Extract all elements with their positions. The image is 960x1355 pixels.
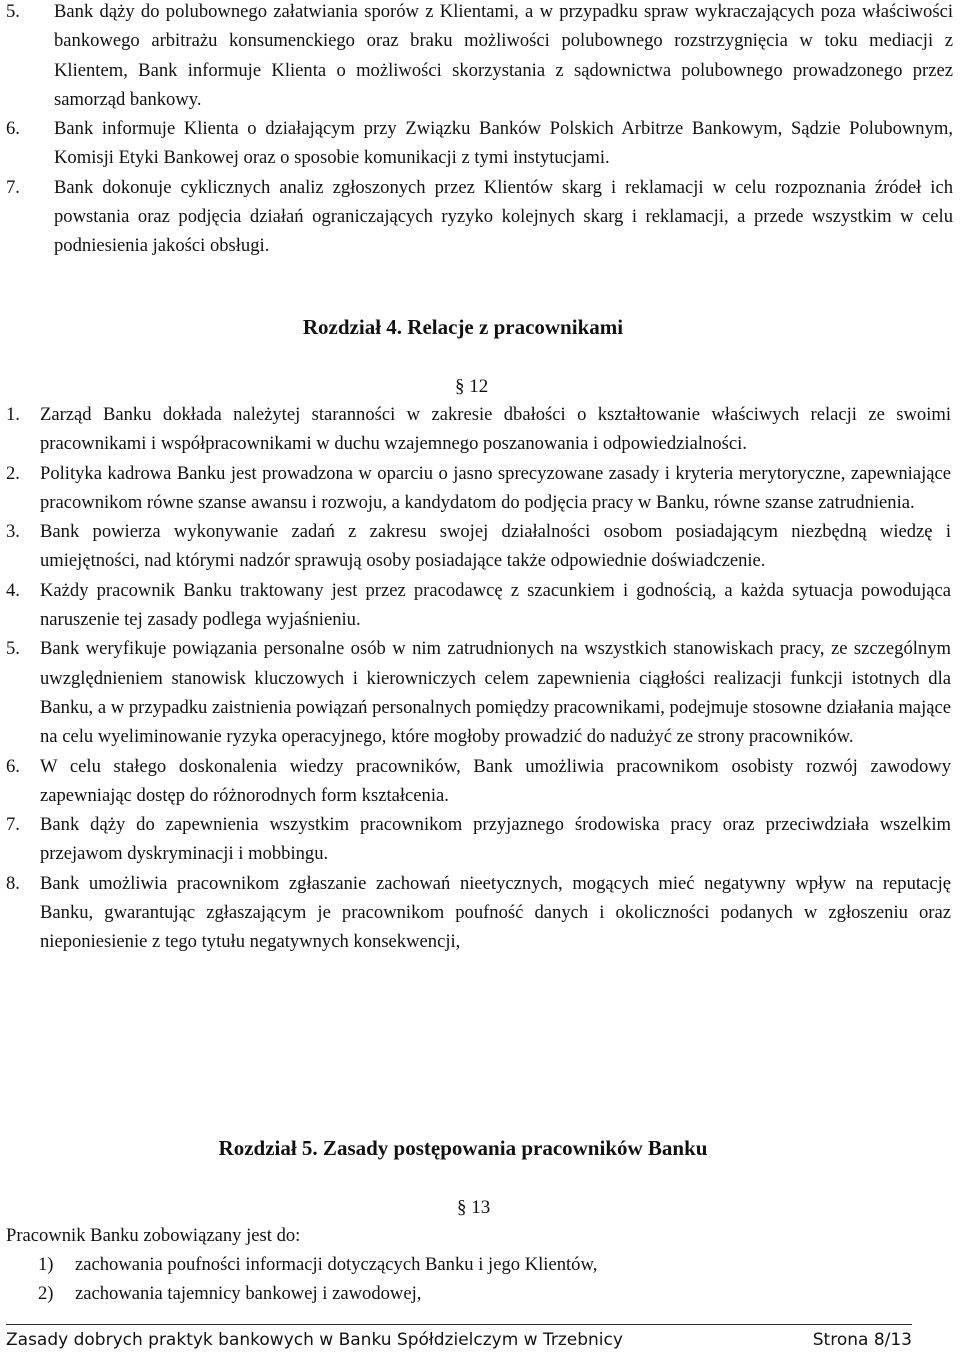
item-number: 4. bbox=[6, 579, 20, 601]
list-item bbox=[38, 1279, 918, 1308]
item-text: Bank weryfikuje powiązania personalne osób w nim zatrudnionych na wszystkich stanowiskach pracy, ze szczególnym uwzględnieniem stanowisk kluczowych i kierowniczych celem zapewnienia ciągłości realizacji funkcji istotnych dla Banku, a w przypadku zaistnienia powiązań personalnych pomiędzy pracownikami, podejmuje stosowne działania mające na celu wyeliminowanie ryzyka operacyjnego, które mogłoby prowadzić do nadużyć ze strony pracowników. bbox=[40, 638, 951, 748]
list-item bbox=[6, 517, 951, 576]
item-number: 6. bbox=[6, 118, 20, 140]
item-text: Bank powierza wykonywanie zadań z zakresu swojej działalności osobom posiadającym niezbędną wiedzę i umiejętności, nad którymi nadzór sprawują osoby posiadające także odpowiednie doświadczenie. bbox=[40, 521, 951, 572]
item-text: Zarząd Banku dokłada należytej staranności w zakresie dbałości o kształtowanie właściwych relacji ze swoimi pracownikami i współpracownikami w duchu wzajemnego poszanowania i odpowiedzialności. bbox=[40, 404, 951, 455]
item-text: Bank informuje Klienta o działającym przy Związku Banków Polskich Arbitrze Bankowym, Sądzie Polubownym, Komisji Etyki Bankowej oraz o sposobie komunikacji z tymi instytucjami. bbox=[54, 118, 953, 169]
item-number: 7. bbox=[6, 814, 20, 836]
item-number: 5. bbox=[6, 638, 20, 660]
list-item bbox=[6, 869, 951, 957]
list-item bbox=[6, 576, 951, 635]
item-text: Bank dąży do zapewnienia wszystkim pracownikom przyjaznego środowiska pracy oraz przeciwdziała wszelkim przejawom dyskryminacji i mobbingu. bbox=[40, 814, 951, 865]
list-item bbox=[6, 0, 953, 114]
numbered-list-chapter-4 bbox=[6, 400, 951, 957]
item-text: Bank dąży do polubownego załatwiania sporów z Klientami, a w przypadku spraw wykraczających poza właściwości bankowego arbitrażu konsumenckiego oraz braku możliwości polubownego rozstrzygnięcia w toku mediacji z Klientem, Bank informuje Klienta o możliwości skorzystania z sądownictwa polubownego prowadzonego przez samorząd bankowy. bbox=[54, 1, 953, 110]
list-item bbox=[6, 810, 951, 869]
item-number: 2) bbox=[38, 1283, 54, 1305]
list-item bbox=[6, 400, 951, 459]
paragraph-12-marker: § 12 bbox=[455, 376, 489, 397]
list-item bbox=[6, 752, 951, 811]
footer-page-number: Strona 8/13 bbox=[812, 1330, 912, 1350]
item-number: 1) bbox=[38, 1254, 54, 1275]
item-text: Bank dokonuje cyklicznych analiz zgłoszonych przez Klientów skarg i reklamacji w celu rozpoznania źródeł ich powstania oraz podjęcia działań ograniczających ryzyko kolejnych skarg i reklamacji, a przede wszystkim w celu podniesienia jakości obsługi. bbox=[54, 176, 953, 257]
numbered-list-intro bbox=[6, 0, 953, 261]
numbered-list-chapter-5 bbox=[38, 1250, 918, 1309]
item-text: Polityka kadrowa Banku jest prowadzona w oparciu o jasno sprecyzowane zasady i kryteria merytoryczne, zapewniające pracownikom równe szanse awansu i rozwoju, a kandydatom do podjęcia pracy w Banku, równe szanse zatrudnienia. bbox=[40, 462, 951, 513]
chapter-4-heading: Rozdział 4. Relacje z pracownikami bbox=[302, 315, 624, 339]
list-item bbox=[38, 1250, 918, 1279]
footer-document-title: Zasady dobrych praktyk bankowych w Banku Spółdzielczym w Trzebnicy bbox=[6, 1330, 623, 1350]
paragraph-13-marker: § 13 bbox=[457, 1197, 491, 1218]
item-number: 3. bbox=[6, 521, 20, 543]
item-number: 7. bbox=[6, 176, 20, 198]
item-text: W celu stałego doskonalenia wiedzy pracowników, Bank umożliwia pracownikom osobisty rozwój zawodowy zapewniając dostęp do różnorodnych form kształcenia. bbox=[40, 755, 951, 806]
item-number: 8. bbox=[6, 872, 20, 894]
item-text: zachowania poufności informacji dotyczących Banku i jego Klientów, bbox=[75, 1254, 598, 1275]
chapter-5-heading: Rozdział 5. Zasady postępowania pracowników Banku bbox=[218, 1136, 708, 1160]
item-number: 6. bbox=[6, 755, 20, 777]
item-text: Każdy pracownik Banku traktowany jest przez pracodawcę z szacunkiem i godnością, a każda sytuacja powodująca naruszenie tej zasady podlega wyjaśnieniu. bbox=[40, 579, 951, 631]
list-item bbox=[6, 173, 953, 261]
list-item bbox=[6, 114, 953, 173]
item-number: 1. bbox=[6, 404, 20, 425]
item-text: zachowania tajemnicy bankowej i zawodowej, bbox=[75, 1283, 422, 1305]
item-number: 5. bbox=[6, 1, 20, 22]
list-item bbox=[6, 459, 951, 518]
page-footer bbox=[6, 1324, 912, 1355]
list-item bbox=[6, 634, 951, 751]
item-number: 2. bbox=[6, 462, 20, 484]
item-text: Bank umożliwia pracownikom zgłaszanie zachowań nieetycznych, mogących mieć negatywny wpływ na reputację Banku, gwarantując zgłaszającym je pracownikom poufność danych i okoliczności podanych w zgłoszeniu oraz nieponiesienie z tego tytułu negatywnych konsekwencji, bbox=[40, 872, 951, 953]
obligations-intro: Pracownik Banku zobowiązany jest do: bbox=[6, 1225, 301, 1246]
